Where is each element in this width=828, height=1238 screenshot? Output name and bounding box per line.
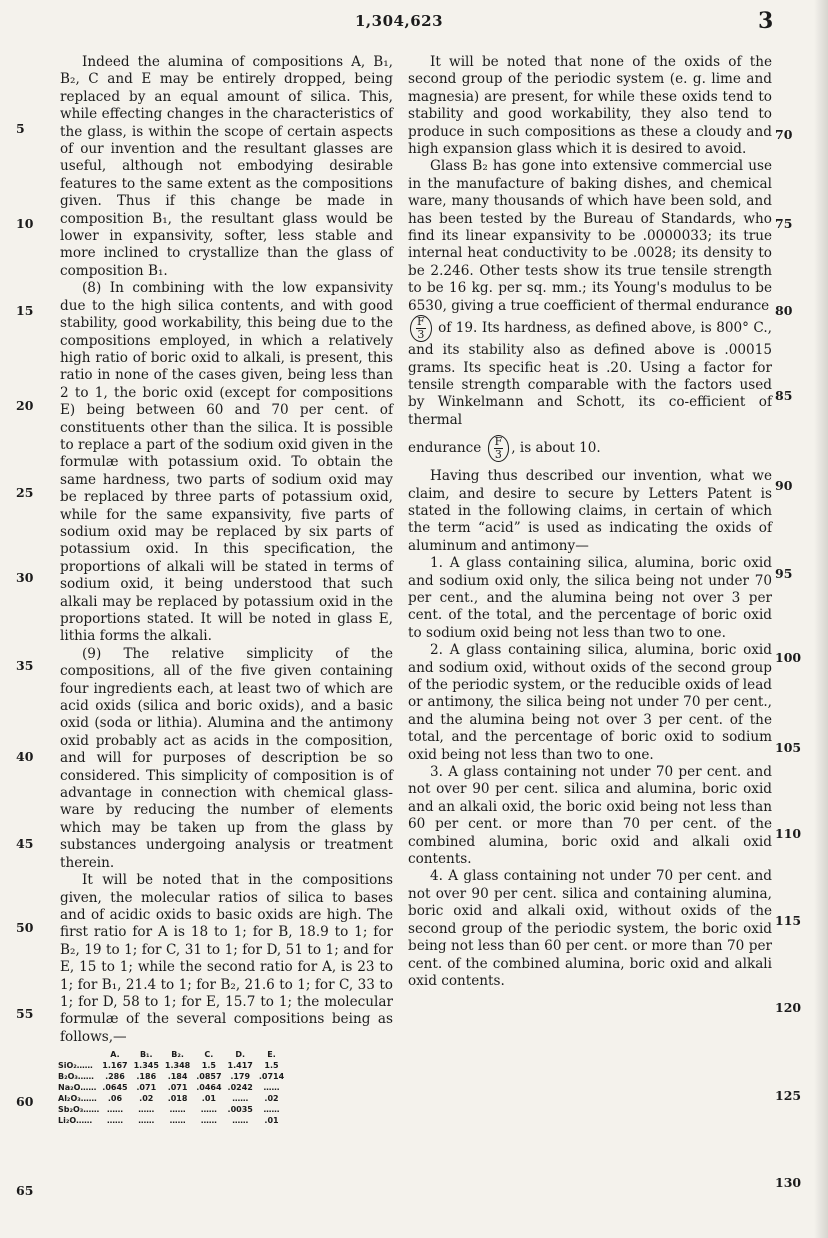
paragraph: (8) In combining with the low expansivity due to the high silica contents, and with good stability, good workability, this being due to the compositions employed, in which a relatively high ratio of boric oxid to alkali, is present, this ratio in none of the cases given, being less than 2 to 1, the boric oxid (except for compositions E) being between 60 and 70 per cent. of constituents other than the silica. It is possible to replace a part of the sodium oxid given in the formulæ with potassium oxid. To obtain the same hardness, two parts of sodium oxid may be replaced by three parts of potassium oxid, while for the same expansivity, five parts of sodium oxid may be replaced by six parts of potassium oxid. In this specification, the proportions of alkali will be stated in terms of sodium oxid, it being understood that such alkali may be replaced by potassium oxid in the proportions stated. It will be noted in glass E, lithia forms the alkali. — [60, 280, 393, 645]
table-cell: .0645 — [102, 1083, 128, 1093]
table-cell: .06 — [107, 1094, 123, 1104]
table-cell: SiO₂…… — [58, 1061, 93, 1071]
table-cell: …… — [138, 1116, 155, 1126]
line-number: 100 — [775, 650, 802, 665]
line-number: 45 — [16, 836, 34, 851]
line-number: 125 — [775, 1088, 802, 1103]
table-cell: …… — [106, 1116, 123, 1126]
table-cell: .01 — [201, 1094, 216, 1104]
table-row — [58, 1082, 290, 1093]
table-cell: .0714 — [258, 1072, 285, 1082]
line-number: 105 — [775, 740, 802, 755]
table-row — [58, 1093, 290, 1104]
table-cell: .02 — [264, 1094, 279, 1104]
table-cell: .179 — [230, 1072, 251, 1082]
line-number: 30 — [16, 570, 34, 585]
line-number: 65 — [16, 1183, 34, 1198]
table-header-row — [58, 1049, 290, 1060]
line-number: 120 — [775, 1000, 802, 1015]
page-header — [0, 8, 828, 36]
line-number: 50 — [16, 920, 34, 935]
patent-number: 1,304,623 — [355, 12, 444, 30]
table-cell: 1.417 — [227, 1061, 253, 1071]
table-cell: .0857 — [196, 1072, 222, 1082]
table-cell: …… — [263, 1083, 280, 1093]
line-number: 15 — [16, 303, 34, 318]
paragraph — [408, 435, 772, 462]
paragraph-text: endurance — [408, 440, 482, 457]
table-header: C. — [204, 1050, 214, 1060]
line-number: 40 — [16, 749, 34, 764]
table-cell: .0464 — [196, 1083, 222, 1093]
page-number: 3 — [758, 8, 774, 34]
table-cell: .286 — [105, 1072, 125, 1082]
fraction-numerator: F — [417, 315, 425, 329]
table-cell: .071 — [167, 1083, 188, 1093]
line-number: 85 — [775, 388, 793, 403]
table-cell: 1.5 — [264, 1061, 279, 1071]
table-cell: Li₂O…… — [58, 1116, 93, 1126]
line-number: 35 — [16, 658, 34, 673]
claim: 2. A glass containing silica, alumina, boric oxid and sodium oxid, without oxids of the second group of the periodic system, or the reducible oxids of lead or antimony, the silica being not under 70 per cent., and the alumina being not over 3 per cent. of the total, and the percentage of boric oxid to sodium oxid being not less than two to one. — [408, 642, 772, 763]
table-cell: 1.345 — [133, 1061, 159, 1071]
line-number: 10 — [16, 216, 34, 231]
right-column — [408, 54, 772, 990]
left-column — [60, 54, 393, 1126]
table-cell: .071 — [136, 1083, 157, 1093]
line-number: 75 — [775, 216, 793, 231]
composition-table — [58, 1049, 290, 1126]
line-number: 90 — [775, 478, 793, 493]
paragraph-text: of 19. Its hardness, as defined above, is 800° C., and its stability also as defined above is .00015 grams. Its specific heat is .20. Using a factor for tensile strength comparable with the factors used by Winkelmann and Schott, its co-efficient of thermal — [408, 320, 772, 428]
table-cell: …… — [232, 1116, 249, 1126]
table-cell: .0035 — [227, 1105, 253, 1115]
paragraph: Having thus described our invention, what we claim, and desire to secure by Letters Patent is stated in the following claims, in certain of which the term “acid” is used as indicating the oxids of aluminum and antimony— — [408, 468, 772, 554]
table-cell: …… — [263, 1105, 280, 1115]
line-number: 55 — [16, 1006, 34, 1021]
table-row — [58, 1060, 290, 1071]
line-number: 60 — [16, 1094, 34, 1109]
paragraph: (9) The relative simplicity of the compositions, all of the five given containing four ingredients each, at least two of which are acid oxids (silica and boric oxids), and a basic oxid (soda or lithia). Alumina and the antimony oxid probably act as acids in the composition, and will for purposes of description be so considered. This simplicity of composition is of advantage in connection with chemical glass-ware by reducing the number of elements which may be taken up from the glass by substances undergoing analysis or treatment therein. — [60, 645, 393, 871]
table-cell: …… — [200, 1105, 217, 1115]
table-header: A. — [110, 1050, 120, 1060]
fraction-numerator: F — [494, 435, 503, 449]
line-number: 130 — [775, 1175, 802, 1190]
table-header — [58, 1049, 102, 1060]
paragraph: It will be noted that in the compositions given, the molecular ratios of silica to bases and of acidic oxids to basic oxids are high. The first ratio for A is 18 to 1; for B, 18.9 to 1; for B₂, 19 to 1; for C, 31 to 1; for D, 51 to 1; and for E, 15 to 1; while the second ratio for A, is 23 to 1; for B₁, 21.4 to 1; for B₂, 21.6 to 1; for C, 33 to 1; for D, 58 to 1; for E, 15.7 to 1; the molecular formulæ of the several compositions being as follows,— — [60, 872, 393, 1045]
table-cell: B₂O₃…… — [58, 1072, 94, 1082]
table-header: D. — [235, 1050, 246, 1060]
table-cell: .184 — [167, 1072, 188, 1082]
paragraph: Indeed the alumina of compositions A, B₁, B₂, C and E may be entirely dropped, being replaced by an equal amount of silica. This, while effecting changes in the characteristics of the glass, is within the scope of certain aspects of our invention and the resultant glasses are useful, although not embodying desirable features to the same extent as the compositions given. Thus if this change be made in composition B₁, the resultant glass would be lower in expansivity, softer, less stable and more inclined to crystallize than the glass of composition B₁. — [60, 54, 393, 279]
fraction-f-over-3 — [488, 435, 510, 462]
table-cell: …… — [232, 1094, 249, 1104]
table-cell: .186 — [136, 1072, 157, 1082]
claim: 1. A glass containing silica, alumina, boric oxid and sodium oxid only, the silica being not under 70 per cent., and the alumina being not over 3 per cent. of the total, and the percentage of boric oxid to sodium oxid being not less than two to one. — [408, 555, 772, 641]
table-cell: …… — [106, 1105, 123, 1115]
table-cell: .01 — [264, 1116, 279, 1126]
table-cell: 1.5 — [201, 1061, 216, 1071]
table-cell: …… — [169, 1116, 186, 1126]
line-number: 115 — [775, 913, 802, 928]
table-cell: Al₂O₃…… — [58, 1094, 97, 1104]
paragraph-text: , is about 10. — [511, 440, 601, 457]
line-number: 25 — [16, 485, 34, 500]
paragraph: Glass B₂ has gone into extensive commercial use in the manufacture of baking dishes, and chemical ware, many thousands of which have been sold, and has been tested by the Bureau of Standards, who find its linear expansivity to be .0000033; its true internal heat conductivity to be .0028; its density to be 2.246. Other tests show its true tensile strength to be 16 kg. per sq. mm.; its Young's modulus to be 6530, giving a true coefficient of thermal endurance — [408, 158, 772, 314]
table-row — [58, 1104, 290, 1115]
paragraph: It will be noted that none of the oxids of the second group of the periodic system (e. g. lime and magnesia) are present, for while these oxids tend to stability and good workability, they also tend to produce in such compositions as these a cloudy and high expansion glass which it is desired to avoid. — [408, 54, 772, 158]
table-cell: .02 — [139, 1094, 154, 1104]
line-number: 80 — [775, 303, 793, 318]
table-cell: …… — [138, 1105, 155, 1115]
claim: 3. A glass containing not under 70 per cent. and not over 90 per cent. silica and alumina, boric oxid and an alkali oxid, the boric oxid being not less than 60 per cent. or more than 70 per cent. of the combined alumina, boric oxid and alkali oxid contents. — [408, 764, 772, 868]
fraction-denominator: 3 — [494, 448, 502, 462]
claim: 4. A glass containing not under 70 per cent. and not over 90 per cent. silica and containing alumina, boric oxid and alkali oxid, without oxids of the second group of the periodic system, the boric oxid being not less than 60 per cent. or more than 70 per cent. of the combined alumina, boric oxid and alkali oxid contents. — [408, 868, 772, 989]
table-cell: Na₂O…… — [58, 1083, 97, 1093]
table-cell: Sb₂O₃…… — [58, 1105, 100, 1115]
line-number: 70 — [775, 127, 793, 142]
line-number: 5 — [16, 121, 25, 136]
fraction-f-over-3 — [410, 315, 432, 342]
table-cell: 1.348 — [164, 1061, 191, 1071]
table-row — [58, 1071, 290, 1082]
table-cell: …… — [200, 1116, 217, 1126]
fraction-denominator: 3 — [417, 328, 425, 342]
line-number: 20 — [16, 398, 34, 413]
table-cell: 1.167 — [102, 1061, 128, 1071]
table-cell: …… — [169, 1105, 186, 1115]
page-edge-shadow — [814, 0, 828, 1238]
paragraph — [408, 315, 772, 429]
table-header: E. — [267, 1050, 276, 1060]
table-header: B₁. — [139, 1050, 153, 1060]
line-number: 95 — [775, 566, 793, 581]
table-header: B₂. — [171, 1050, 184, 1060]
line-number: 110 — [775, 826, 802, 841]
table-cell: .018 — [167, 1094, 188, 1104]
table-cell: .0242 — [227, 1083, 253, 1093]
table-row — [58, 1115, 290, 1126]
